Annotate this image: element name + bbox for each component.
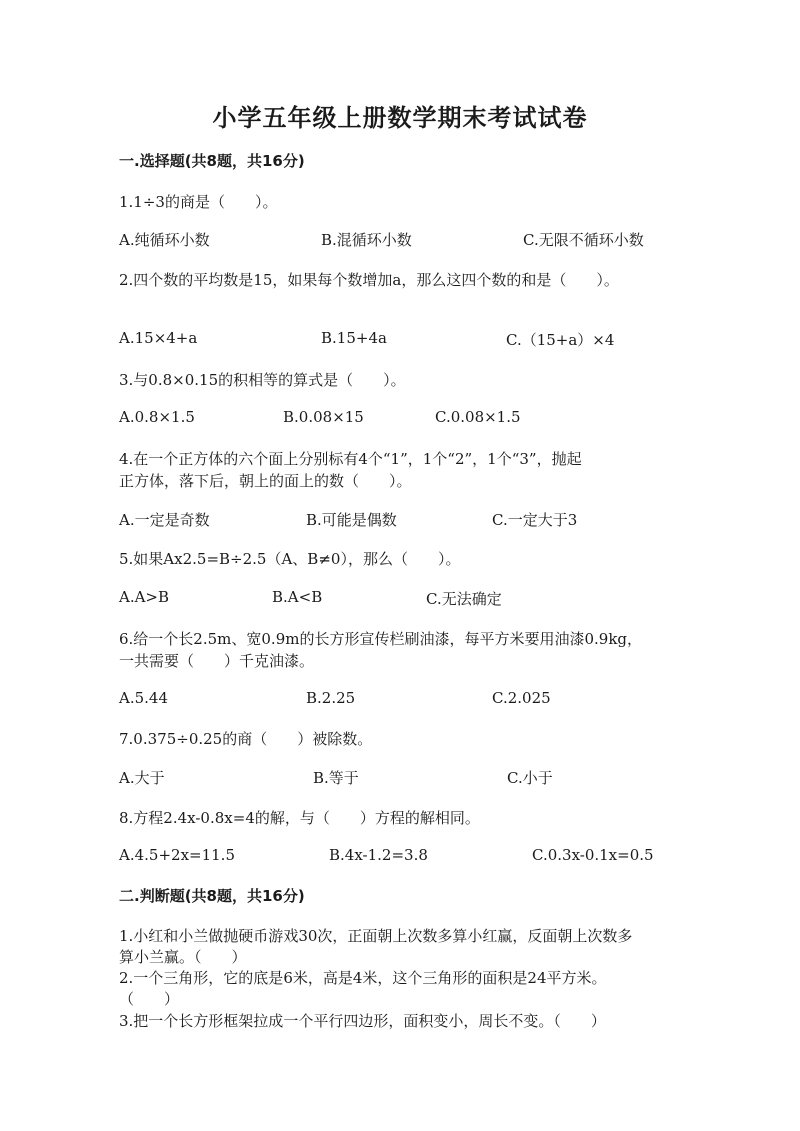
question-4-text-line-2: 正方体，落下后，朝上的面上的数（ ）。 — [119, 472, 412, 490]
section-heading-choice: 一.选择题(共8题，共16分) — [119, 152, 305, 170]
question-2-text: 2.四个数的平均数是15，如果每个数增加a，那么这四个数的和是（ ）。 — [119, 271, 619, 289]
question-8-text: 8.方程2.4x-0.8x=4的解，与（ ）方程的解相同。 — [119, 809, 480, 827]
judgment-1-text-line-1: 1.小红和小兰做抛硬币游戏30次，正面朝上次数多算小红赢，反面朝上次数多 — [119, 927, 633, 945]
question-4-text-line-1: 4.在一个正方体的六个面上分别标有4个“1”，1个“2”，1个“3”，抛起 — [119, 450, 582, 468]
question-6-text-line-1: 6.给一个长2.5m、宽0.9m的长方形宣传栏刷油漆，每平方米要用油漆0.9kg， — [119, 630, 643, 648]
question-2-option-a: A.15×4+a — [119, 329, 198, 347]
judgment-1-text-line-2: 算小兰赢。（ ） — [119, 948, 247, 966]
question-4-option-b: B.可能是偶数 — [306, 511, 397, 529]
question-8-option-b: B.4x-1.2=3.8 — [329, 846, 428, 864]
question-5-option-b: B.A<B — [272, 588, 323, 606]
question-7-option-b: B.等于 — [313, 769, 359, 787]
judgment-2-text-line-1: 2.一个三角形，它的底是6米，高是4米，这个三角形的面积是24平方米。 — [119, 969, 607, 987]
question-3-option-b: B.0.08×15 — [283, 408, 364, 426]
question-7-option-a: A.大于 — [119, 769, 165, 787]
question-5-option-a: A.A>B — [119, 588, 170, 606]
question-1-option-a: A.纯循环小数 — [119, 231, 210, 249]
question-8-option-a: A.4.5+2x=11.5 — [119, 846, 235, 864]
question-4-option-c: C.一定大于3 — [492, 511, 578, 529]
question-8-option-c: C.0.3x-0.1x=0.5 — [532, 846, 654, 864]
question-1-option-c: C.无限不循环小数 — [523, 231, 644, 249]
question-6-option-a: A.5.44 — [119, 689, 168, 707]
question-3-option-c: C.0.08×1.5 — [435, 408, 521, 426]
page-title: 小学五年级上册数学期末考试试卷 — [212, 104, 588, 132]
question-4-option-a: A.一定是奇数 — [119, 511, 210, 529]
question-5-text: 5.如果Ax2.5=B÷2.5（A、B≠0），那么（ ）。 — [119, 550, 461, 568]
question-5-option-c: C.无法确定 — [426, 590, 502, 608]
judgment-3-text: 3.把一个长方形框架拉成一个平行四边形，面积变小，周长不变。（ ） — [119, 1012, 606, 1030]
question-6-option-b: B.2.25 — [306, 689, 356, 707]
question-3-option-a: A.0.8×1.5 — [119, 408, 195, 426]
question-6-text-line-2: 一共需要（ ）千克油漆。 — [119, 652, 315, 670]
section-heading-judgment: 二.判断题(共8题，共16分) — [119, 887, 305, 905]
question-1-text: 1.1÷3的商是（ ）。 — [119, 193, 278, 211]
question-3-text: 3.与0.8×0.15的积相等的算式是（ ）。 — [119, 371, 406, 389]
question-2-option-b: B.15+4a — [321, 329, 387, 347]
question-7-option-c: C.小于 — [507, 769, 553, 787]
question-1-option-b: B.混循环小数 — [321, 231, 412, 249]
judgment-2-text-line-2: （ ） — [119, 990, 180, 1008]
question-6-option-c: C.2.025 — [492, 689, 551, 707]
question-2-option-c: C.（15+a）×4 — [506, 331, 615, 349]
question-7-text: 7.0.375÷0.25的商（ ）被除数。 — [119, 730, 373, 748]
